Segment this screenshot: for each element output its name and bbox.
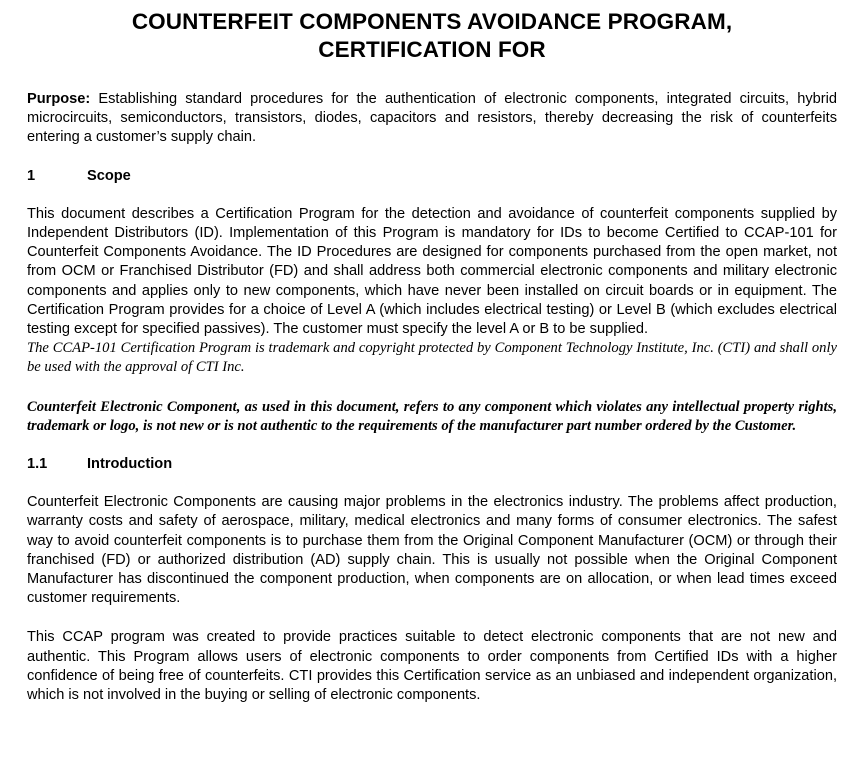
section-1-title: Scope	[87, 167, 131, 184]
introduction-paragraph-1: Counterfeit Electronic Components are causing major problems in the electronics industry. The problems affect production, warranty costs and safety of aerospace, military, medical electronics and many forms of consumer electronics. The safest way to avoid counterfeit components is to purchase them from the Original Component Manufacturer (OCM) or through their franchised (FD) or authorized distribution (AD) supply chain. This is usually not possible when the Original Component Manufacturer has discontinued the component production, when components are on allocation, or when lead times exceed customer requirements.	[27, 494, 837, 607]
title-line-2: CERTIFICATION FOR	[318, 37, 546, 62]
trademark-note: The CCAP-101 Certification Program is trademark and copyright protected by Component Technology Institute, Inc. (CTI) and shall only be used with the approval of CTI Inc.	[27, 340, 837, 376]
section-1-heading	[27, 167, 837, 186]
section-1-1-title: Introduction	[87, 456, 173, 473]
scope-paragraph: This document describes a Certification Program for the detection and avoidance of counterfeit components supplied by Independent Distributors (ID). Implementation of this Program is mandatory for IDs to become Certified to CCAP-101 for Counterfeit Components Avoidance. The ID Procedures are designed for components purchased from the open market, not from OCM or Franchised Distributor (FD) and shall address both commercial electronic components and military electronic components and applies only to new components, which have never been installed on circuit boards or in equipment. The Certification Program provides for a choice of Level A (which includes electrical testing) or Level B (which excludes electrical testing except for specified passives). The customer must specify the level A or B to be supplied.	[27, 205, 837, 338]
purpose-text: Establishing standard procedures for the authentication of electronic components, integrated circuits, hybrid microcircuits, semiconductors, transistors, diodes, capacitors and resistors, thereby decreasing the risk of counterfeits entering a customer’s supply chain.	[27, 91, 837, 146]
document-title	[27, 8, 837, 64]
section-1-1-number: 1.1	[27, 456, 48, 473]
counterfeit-definition: Counterfeit Electronic Component, as used in this document, refers to any component which violates any intellectual property rights, trademark or logo, is not new or is not authentic to the requirements of the manufacturer part number ordered by the Customer.	[27, 398, 837, 434]
section-1-number: 1	[27, 167, 36, 184]
section-1-1-heading	[27, 455, 837, 474]
introduction-paragraph-2: This CCAP program was created to provide practices suitable to detect electronic components that are not new and authentic. This Program allows users of electronic components to order components from Certified IDs with a higher confidence of being free of counterfeits. CTI provides this Certification service as an unbiased and independent organization, which is not involved in the buying or selling of electronic components.	[27, 629, 837, 704]
purpose-label: Purpose:	[27, 91, 91, 107]
title-line-1: COUNTERFEIT COMPONENTS AVOIDANCE PROGRAM,	[131, 9, 733, 34]
purpose-paragraph	[27, 90, 837, 148]
document-page	[27, 8, 837, 705]
